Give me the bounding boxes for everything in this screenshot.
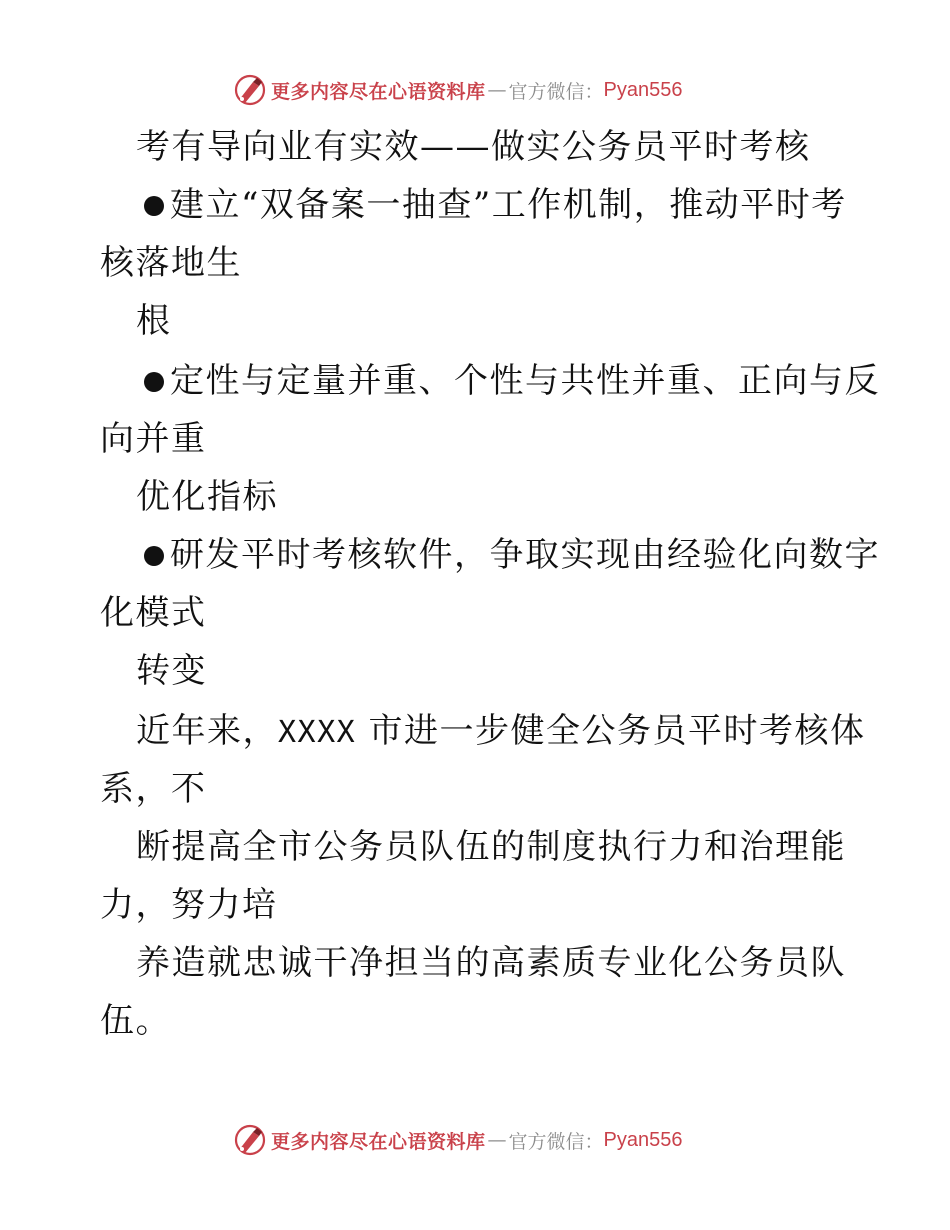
pen-logo-icon bbox=[233, 73, 267, 107]
watermark-wechat-label: 官方微信： bbox=[508, 80, 604, 103]
watermark-brand-text: 更多内容尽在心语资料库 bbox=[271, 80, 486, 103]
paragraph-line-6: 伍。 bbox=[100, 1001, 171, 1041]
bullet-1-text: 建立“双备案一抽查”工作机制，推动平时考 bbox=[170, 185, 847, 225]
watermark-wechat-id: Pyan556 bbox=[603, 78, 683, 101]
bullet-3-line-2: 化模式 bbox=[100, 593, 207, 633]
bullet-2-line-3: 优化指标 bbox=[136, 477, 278, 517]
city-placeholder: XXXX bbox=[278, 715, 357, 750]
watermark-wechat-label: 官方微信： bbox=[508, 1130, 604, 1153]
document-title: 考有导向业有实效——做实公务员平时考核 bbox=[136, 127, 811, 167]
bullet-2-line-1 bbox=[136, 352, 880, 410]
bullet-3-text: 研发平时考核软件，争取实现由经验化向数字 bbox=[170, 535, 880, 575]
bullet-dot-icon bbox=[144, 372, 164, 392]
paragraph-line-1 bbox=[136, 702, 866, 760]
header-watermark bbox=[233, 72, 683, 108]
bullet-2-line-2: 向并重 bbox=[100, 419, 207, 459]
paragraph-line-5: 养造就忠诚干净担当的高素质专业化公务员队 bbox=[136, 943, 846, 983]
bullet-dot-icon bbox=[144, 546, 164, 566]
paragraph-prefix: 近年来， bbox=[136, 711, 278, 751]
footer-watermark bbox=[233, 1122, 683, 1158]
paragraph-line-3: 断提高全市公务员队伍的制度执行力和治理能 bbox=[136, 827, 846, 867]
watermark-separator: — bbox=[487, 1129, 507, 1151]
bullet-dot-icon bbox=[144, 196, 164, 216]
bullet-3-line-3: 转变 bbox=[136, 651, 207, 691]
paragraph-line-4: 力，努力培 bbox=[100, 885, 278, 925]
paragraph-suffix: 市进一步健全公务员平时考核体 bbox=[356, 711, 866, 751]
watermark-separator: — bbox=[487, 79, 507, 101]
pen-logo-icon bbox=[233, 1123, 267, 1157]
bullet-3-line-1 bbox=[136, 526, 880, 584]
paragraph-line-2: 系，不 bbox=[100, 769, 207, 809]
bullet-1-line-1 bbox=[136, 176, 847, 234]
bullet-1-line-3: 根 bbox=[136, 301, 172, 341]
bullet-2-text: 定性与定量并重、个性与共性并重、正向与反 bbox=[170, 361, 880, 401]
watermark-brand-text: 更多内容尽在心语资料库 bbox=[271, 1130, 486, 1153]
bullet-1-line-2: 核落地生 bbox=[100, 243, 242, 283]
watermark-wechat-id: Pyan556 bbox=[603, 1128, 683, 1151]
